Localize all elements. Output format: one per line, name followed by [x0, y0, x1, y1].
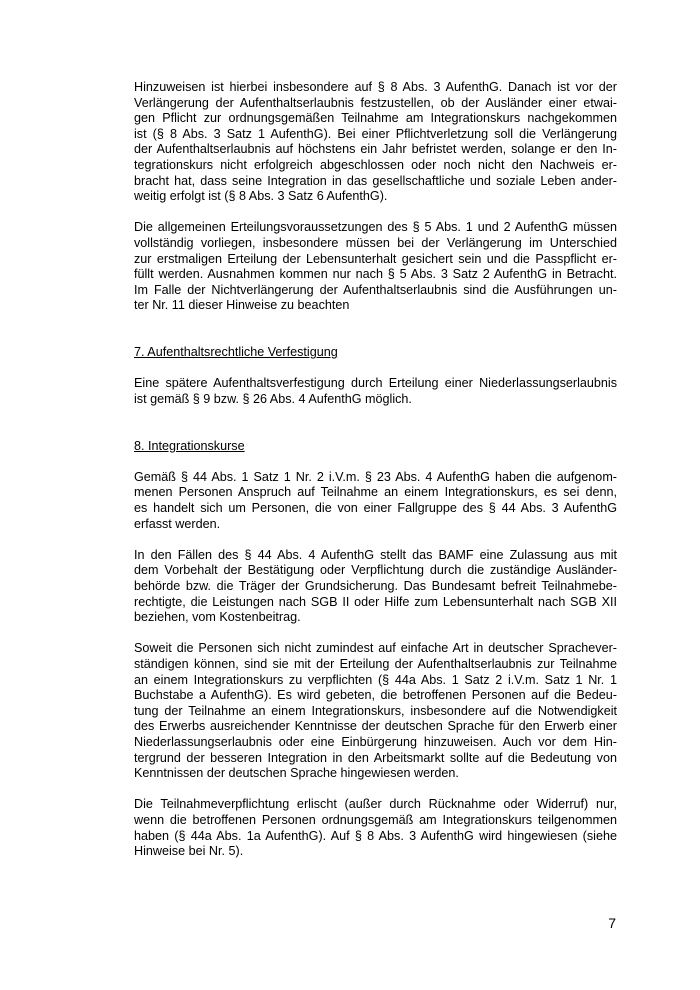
text-line: tegrationskurs nicht erfolgreich abgeschlossen oder noch nicht den Nachweis er- [134, 157, 617, 172]
text-line: Gemäß § 44 Abs. 1 Satz 1 Nr. 2 i.V.m. § 23 Abs. 4 AufenthG haben die aufgenom- [134, 469, 617, 484]
text-line: der Aufenthaltserlaubnis auf höchstens ein Jahr befristet werden, solange er den In- [134, 142, 617, 157]
text-line: weitig erfolgt ist (§ 8 Abs. 3 Satz 6 AufenthG). [134, 189, 388, 204]
paragraph-bamf-admission [134, 548, 617, 626]
text-line: erfasst werden. [134, 516, 221, 531]
paragraph-renewal-notice [134, 80, 617, 205]
text-line: Die allgemeinen Erteilungsvoraussetzungen des § 5 Abs. 1 und 2 AufenthG müssen [134, 220, 617, 235]
text-line: rechtigte, die Leistungen nach SGB II oder Hilfe zum Lebensunterhalt nach SGB XII [134, 594, 617, 609]
text-line: Die Teilnahmeverpflichtung erlischt (außer durch Rücknahme oder Widerruf) nur, [134, 797, 617, 812]
section-heading-7: 7. Aufenthaltsrechtliche Verfestigung [134, 345, 338, 360]
text-line: füllt werden. Ausnahmen kommen nur nach § 5 Abs. 3 Satz 2 AufenthG in Betracht. [134, 267, 617, 282]
text-line: beziehen, vom Kostenbeitrag. [134, 610, 301, 625]
text-line: behörde bzw. die Träger der Grundsicherung. Das Bundesamt befreit Teilnahmebe- [134, 579, 617, 593]
text-line: wenn die betroffenen Personen ordnungsgemäß am Integrationskurs teilgenommen [134, 812, 617, 827]
text-line: Eine spätere Aufenthaltsverfestigung durch Erteilung einer Niederlassungserlaubnis [134, 376, 617, 391]
text-line: haben (§ 44a Abs. 1a AufenthG). Auf § 8 Abs. 3 AufenthG wird hingewiesen (siehe [134, 828, 617, 843]
text-line: menen Personen Anspruch auf Teilnahme an einem Integrationskurs, es sei denn, [134, 485, 617, 500]
text-line: an einem Integrationskurs zu verpflichten (§ 44a Abs. 1 Satz 2 i.V.m. Satz 1 Nr. 1 [134, 672, 617, 687]
text-line: Hinweise bei Nr. 5). [134, 844, 244, 859]
text-line: ist (§ 8 Abs. 3 Satz 1 AufenthG). Bei einer Pflichtverletzung soll die Verlängerung [134, 126, 617, 141]
text-line: In den Fällen des § 44 Abs. 4 AufenthG stellt das BAMF eine Zulassung aus mit [134, 547, 617, 562]
text-line: des Erwerbs ausreichender Kenntnisse der deutschen Sprache für den Erwerb einer [134, 719, 617, 734]
text-line: tung der Teilnahme an einem Integrationskurs, insbesondere auf die Notwendigkeit [134, 703, 617, 718]
paragraph-residence-consolidation [134, 376, 617, 407]
text-line: ist gemäß § 9 bzw. § 26 Abs. 4 AufenthG möglich. [134, 391, 412, 406]
text-line: Im Falle der Nichtverlängerung der Aufenthaltserlaubnis sind die Ausführungen un- [134, 282, 617, 297]
text-line: Verlängerung der Aufenthaltserlaubnis festzustellen, ob der Ausländer einer etwai- [134, 95, 617, 110]
text-line: Kenntnissen der deutschen Sprache hingewiesen werden. [134, 766, 459, 781]
paragraph-obligation-expiry [134, 797, 617, 859]
paragraph-course-entitlement [134, 470, 617, 532]
page-content [134, 80, 617, 860]
text-line: ständigen können, sind sie mit der Erteilung der Aufenthaltserlaubnis zur Teilnahme [134, 656, 617, 671]
text-line: Hinzuweisen ist hierbei insbesondere auf § 8 Abs. 3 AufenthG. Danach ist vor der [134, 80, 617, 94]
section-heading-8: 8. Integrationskurse [134, 438, 245, 453]
text-line: gen Pflicht zur ordnungsgemäßen Teilnahme am Integrationskurs nachgekommen [134, 111, 617, 126]
text-line: zur erstmaligen Erteilung der Lebensunterhalt gesichert sein und die Passpflicht er- [134, 251, 617, 266]
text-line: dem Vorbehalt der Bestätigung oder Verpflichtung durch die zuständige Ausländer- [134, 563, 617, 578]
text-line: Soweit die Personen sich nicht zumindest auf einfache Art in deutscher Sprachever- [134, 641, 617, 656]
text-line: bracht hat, dass seine Integration in das gesellschaftliche und soziale Leben ander- [134, 173, 617, 188]
text-line: vollständig vorliegen, insbesondere müssen bei der Verlängerung im Unterschied [134, 235, 617, 250]
text-line: Buchstabe a AufenthG). Es wird gebeten, die betroffenen Personen auf die Bedeu- [134, 688, 617, 703]
text-line: tergrund der besseren Integration in den Arbeitsmarkt sollte auf die Bedeutung von [134, 750, 617, 765]
text-line: es handelt sich um Personen, die von einer Fallgruppe des § 44 Abs. 3 AufenthG [134, 501, 617, 516]
paragraph-participation-obligation [134, 641, 617, 781]
paragraph-general-requirements [134, 220, 617, 314]
text-line: ter Nr. 11 dieser Hinweise zu beachten [134, 298, 350, 313]
text-line: Niederlassungserlaubnis oder eine Einbürgerung hinzuweisen. Auch vor dem Hin- [134, 734, 617, 749]
page-number: 7 [608, 915, 616, 931]
